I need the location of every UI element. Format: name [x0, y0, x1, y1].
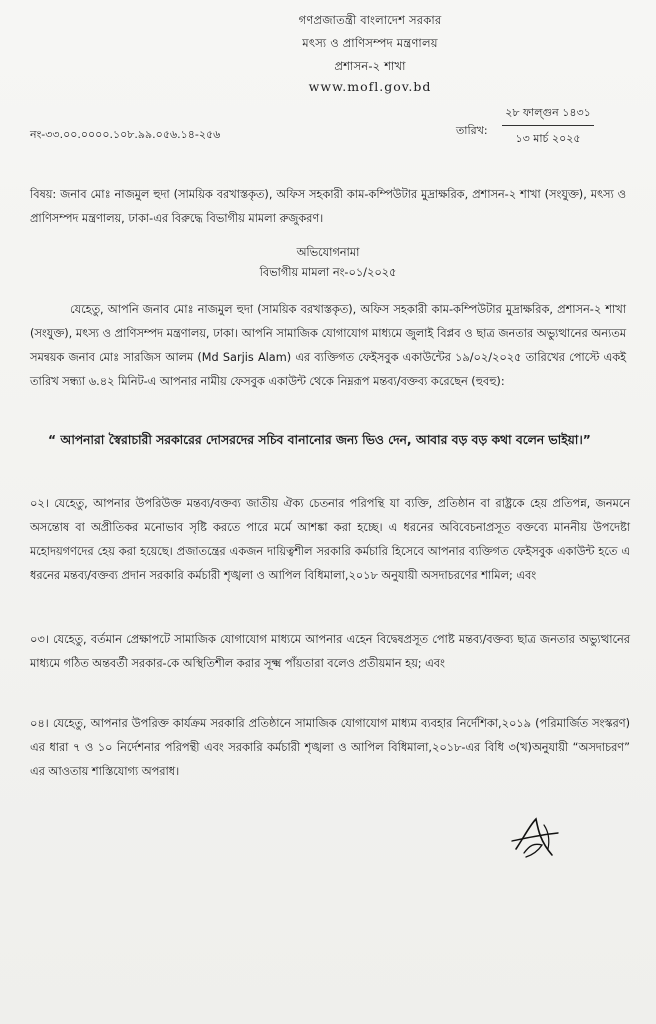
header-government: গণপ্রজাতন্ত্রী বাংলাদেশ সরকার — [298, 13, 442, 27]
reference-number: নং-৩৩.০০.০০০০.১০৮.৯৯.০৫৬.১৪-২৫৬ — [30, 128, 221, 141]
paragraph-2: ০২। যেহেতু, আপনার উপরিউক্ত মন্তব্য/বক্তব্য জাতীয় ঐক্য চেতনার পরিপন্থি যা ব্যক্তি, প্রতিষ্ঠান বা রাষ্ট্রকে হেয় প্রতিপন্ন, জনমনে অসন্তোষ বা অপ্রীতিকর মনোভাব সৃষ্টি করতে পারে মর্মে আশঙ্কা করা হচ্ছে। এ ধরনের অবিবেচনাপ্রসূত বক্তব্যে মাননীয় উপদেষ্টা মহোদয়গণদের হেয় করা হয়েছে। প্রজাতন্ত্রের একজন দায়িত্বশীল সরকারি কর্মচারি হিসেবে আপনার ব্যক্তিগত ফেইসবুক একাউন্ট হতে এ ধরনের মন্তব্য/বক্তব্য প্রদান সরকারি কর্মচারী শৃঙ্খলা ও আপিল বিধিমালা,২০১৮ অনুযায়ী অসদাচরণের শামিল; এবং — [30, 497, 630, 582]
date-block — [502, 104, 594, 149]
date-bangla: ২৮ ফাল্গুন ১৪৩১ — [502, 104, 594, 126]
document-title: অভিযোগনামা — [296, 246, 360, 259]
header-ministry: মৎস্য ও প্রাণিসম্পদ মন্ত্রণালয় — [302, 36, 438, 50]
paragraph-4: ০৪। যেহেতু, আপনার উপরিক্ত কার্যক্রম সরকারি প্রতিষ্ঠানে সামাজিক যোগাযোগ মাধ্যম ব্যবহার নির্দেশিকা,২০১৯ (পরিমার্জিত সংস্করণ) এর ধারা ৭ ও ১০ নির্দেশনার পরিপন্থী এবং সরকারি কর্মচারী শৃঙ্খলা ও আপিল বিধিমালা,২০১৮-এর বিধি ৩(খ)অনুযায়ী “অসদাচরণ” এর আওতায় শাস্তিযোগ্য অপরাধ। — [30, 717, 630, 778]
date-english: ১৩ মার্চ ২০২৫ — [515, 132, 581, 145]
header-website: www.mofl.gov.bd — [308, 79, 432, 94]
quoted-comment: “ আপনারা স্বৈরাচারী সরকারের দোসরদের সচিব বানানোর জন্য ভিও দেন, আবার বড় বড় কথা বলেন ভাইয়া।” — [48, 433, 591, 447]
paragraph-1: যেহেতু, আপনি জনাব মোঃ নাজমুল হুদা (সাময়িক বরখাস্তকৃত), অফিস সহকারী কাম-কম্পিউটার মুদ্রাক্ষরিক, প্রশাসন-২ শাখা (সংযুক্ত), মৎস্য ও প্রাণিসম্পদ মন্ত্রণালয়, ঢাকা। আপনি সামাজিক যোগাযোগ মাধ্যমে জুলাই বিপ্লব ও ছাত্র জনতার অভ্যুত্থানের অন্যতম সমন্বয়ক জনাব মোঃ সারজিস আলম (Md Sarjis Alam) এর ব্যক্তিগত ফেইসবুক একাউন্টের ১৯/০২/২০২৫ তারিখের পোস্টে একই তারিখ সন্ধ্যা ৬.৪২ মিনিট-এ আপনার নামীয় ফেসবুক একাউন্ট থেকে নিম্নরূপ মন্তব্য/বক্তব্য করেছেন (হুবহু): — [30, 303, 626, 388]
header-section: প্রশাসন-২ শাখা — [334, 59, 406, 73]
paragraph-3: ০৩। যেহেতু, বর্তমান প্রেক্ষাপটে সামাজিক যোগাযোগ মাধ্যমে আপনার এহেন বিদ্বেষপ্রসূত পোষ্ট মন্তব্য/বক্তব্য ছাত্র জনতার অভ্যুত্থানের মাধ্যমে গঠিত অন্তবর্তী সরকার-কে অস্থিতিশীল করার সূক্ষ্ম পাঁয়তারা বলেও প্রতীয়মান হয়; এবং — [30, 633, 630, 670]
signature — [508, 815, 562, 863]
case-number: বিভাগীয় মামলা নং-০১/২০২৫ — [259, 266, 397, 279]
subject-line: বিষয়: জনাব মোঃ নাজমুল হুদা (সাময়িক বরখাস্তকৃত), অফিস সহকারী কাম-কম্পিউটার মুদ্রাক্ষরিক, প্রশাসন-২ শাখা (সংযুক্ত), মৎস্য ও প্রাণিসম্পদ মন্ত্রণালয়, ঢাকা-এর বিরুদ্ধে বিভাগীয় মামলা রুজুকরণ। — [30, 188, 626, 225]
date-label: তারিখ: — [456, 124, 488, 137]
